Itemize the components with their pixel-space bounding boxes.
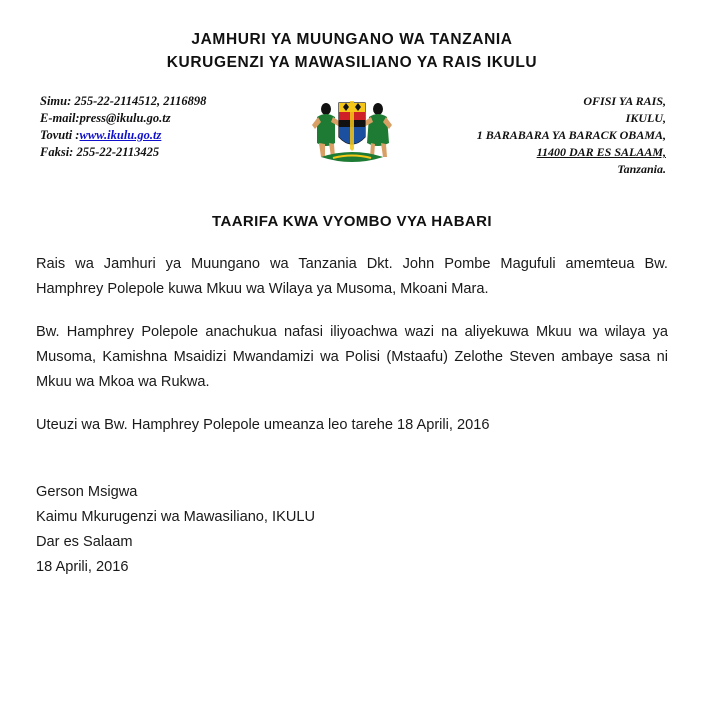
page-title: TAARIFA KWA VYOMBO VYA HABARI — [212, 213, 492, 230]
address-line-3: 1 BARABARA YA BARACK OBAMA, — [476, 128, 666, 142]
contact-website-link[interactable]: www.ikulu.go.tz — [79, 128, 162, 142]
header-line-department: KURUGENZI YA MAWASILIANO YA RAIS IKULU — [166, 54, 538, 71]
signature-date: 18 Aprili, 2016 — [36, 559, 129, 575]
paragraph-2: Bw. Hamphrey Polepole anachukua nafasi iliyoachwa wazi na aliyekuwa Mkuu wa wilaya ya Musoma, Kamishna Msaidizi Mwandamizi wa Polisi (Mstaafu) Zelothe Steven ambaye sasa ni Mkuu wa Mkoa wa Rukwa. — [36, 324, 668, 390]
header-line-country: JAMHURI YA MUUNGANO WA TANZANIA — [191, 31, 513, 48]
address-line-2: IKULU, — [625, 111, 666, 125]
header-contact-band — [0, 87, 704, 191]
signature-location: Dar es Salaam — [36, 534, 133, 550]
contact-website — [40, 127, 206, 144]
contact-fax: Faksi: 255-22-2113425 — [40, 145, 160, 159]
paragraph-1: Rais wa Jamhuri ya Muungano wa Tanzania Dkt. John Pombe Magufuli amemteua Bw. Hamphrey Polepole kuwa Mkuu wa Wilaya ya Musoma, Mkoani Mara. — [36, 256, 668, 297]
contact-phone: Simu: 255-22-2114512, 2116898 — [40, 94, 207, 108]
signature-block — [36, 480, 668, 580]
signature-title: Kaimu Mkurugenzi wa Mawasiliano, IKULU — [36, 509, 316, 525]
office-address — [477, 93, 666, 178]
address-line-4: 11400 DAR ES SALAAM, — [536, 145, 666, 159]
signature-name: Gerson Msigwa — [36, 484, 138, 500]
paragraph-3: Uteuzi wa Bw. Hamphrey Polepole umeanza leo tarehe 18 Aprili, 2016 — [36, 417, 490, 433]
document-body — [36, 230, 668, 580]
document-header — [0, 0, 704, 73]
contact-email: E-mail:press@ikulu.go.tz — [40, 111, 171, 125]
address-line-1: OFISI YA RAIS, — [583, 94, 666, 108]
contact-website-label: Tovuti : — [40, 128, 80, 142]
contact-details — [40, 93, 206, 161]
address-line-5: Tanzania. — [617, 162, 666, 176]
tanzania-coat-of-arms-icon — [309, 87, 395, 169]
